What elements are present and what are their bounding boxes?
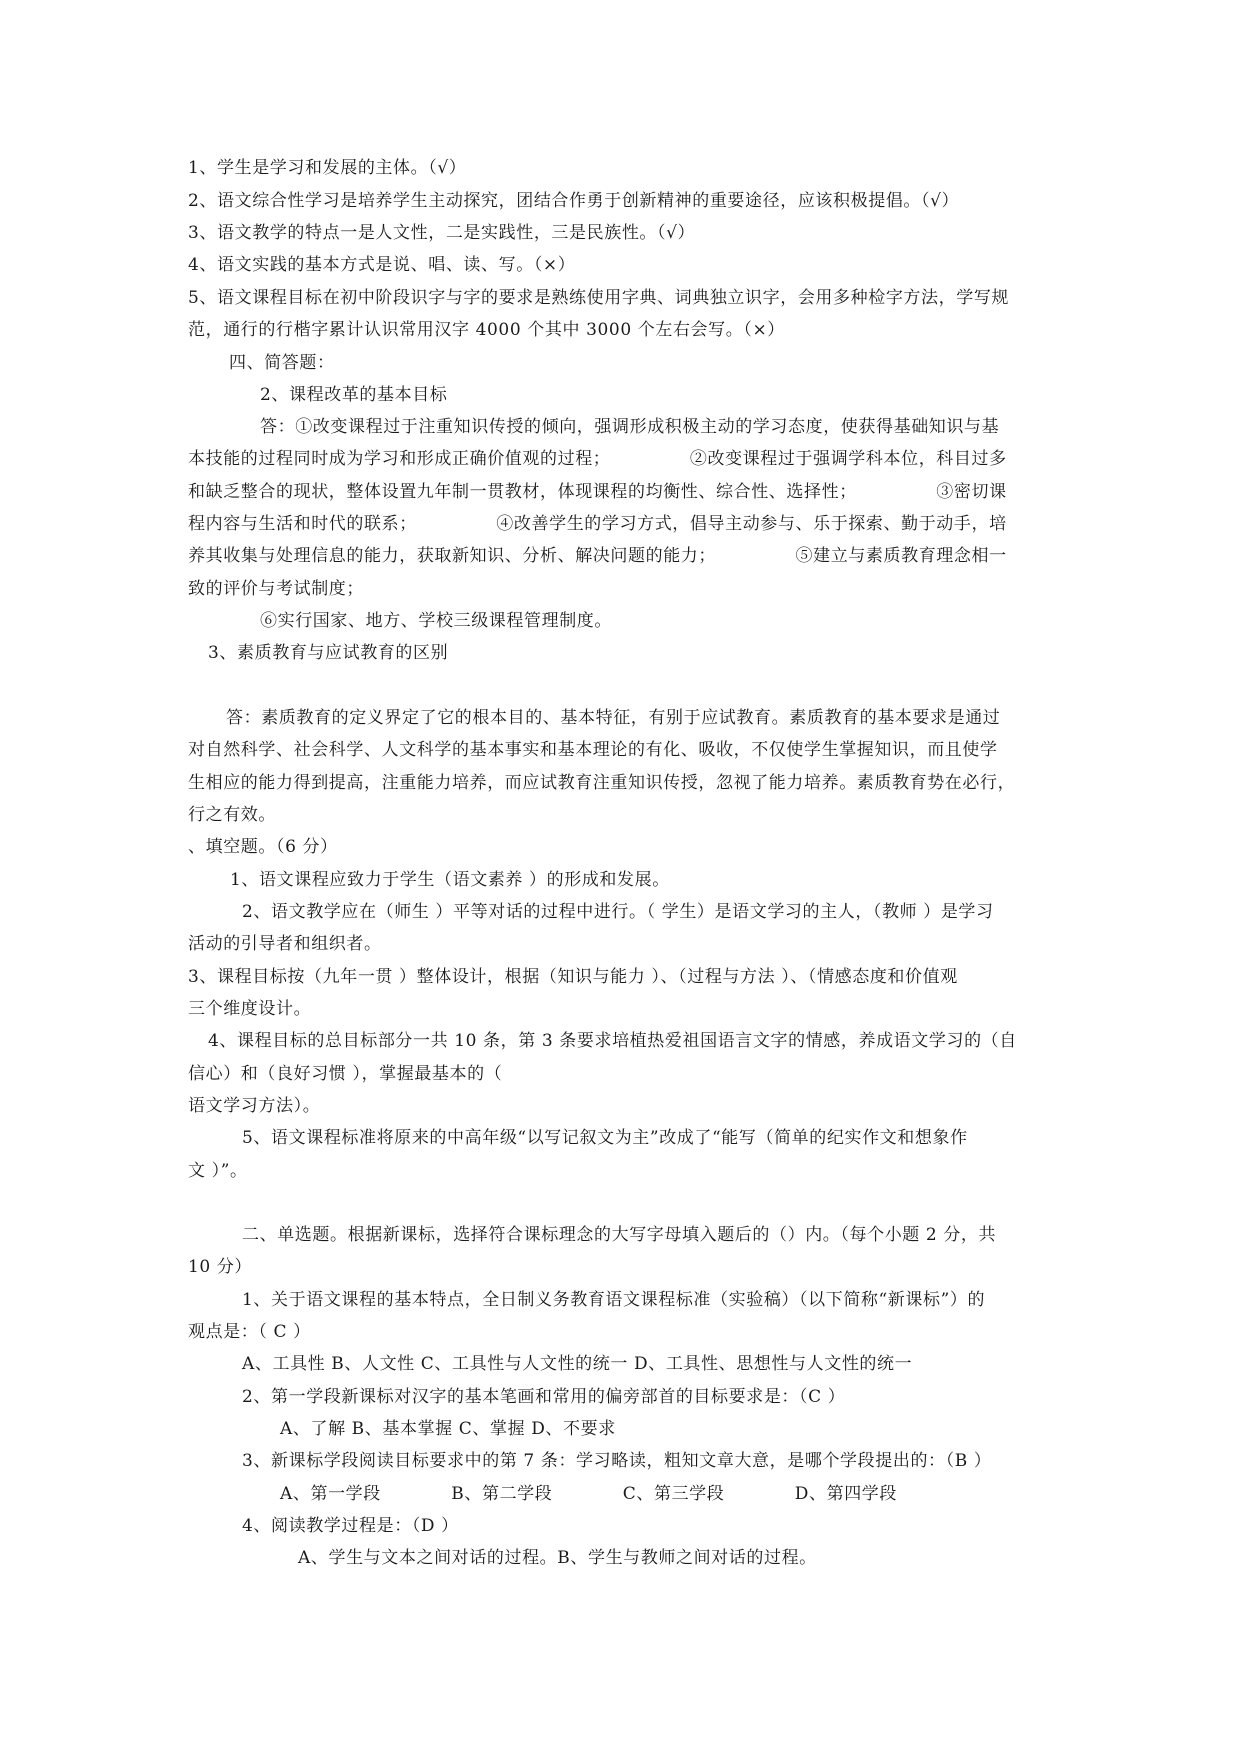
fill-item-3-line-2: 三个维度设计。	[188, 999, 312, 1019]
choice-item-4: 4、阅读教学过程是：（D ）	[242, 1516, 459, 1536]
choice-item-1-line-1: 1、关于语文课程的基本特点，全日制义务教育语文课程标准（实验稿）（以下简称“新课标”）的	[242, 1290, 986, 1310]
fill-item-2-line-1: 2、语文教学应在（师生 ）平等对话的过程中进行。（ 学生）是语文学习的主人，（教师 ）是学习	[242, 902, 994, 922]
judge-item-2: 2、语文综合性学习是培养学生主动探究，团结合作勇于创新精神的重要途径，应该积极提倡。（√）	[188, 191, 960, 211]
judge-item-5-line-2: 范，通行的行楷字累计认识常用汉字 4000 个其中 3000 个左右会写。（×）	[188, 320, 785, 340]
choice-item-3: 3、新课标学段阅读目标要求中的第 7 条：学习略读，粗知文章大意，是哪个学段提出的：（B ）	[242, 1451, 992, 1471]
choice-item-4-options: A、学生与文本之间对话的过程。B、学生与教师之间对话的过程。	[298, 1548, 817, 1568]
answer-paragraph-line: ⑥实行国家、地方、学校三级课程管理制度。	[260, 611, 612, 631]
section-heading-single-choice: 二、单选题。根据新课标，选择符合课标理念的大写字母填入题后的（）内。（每个小题 2 分，共	[242, 1225, 997, 1245]
choice-item-2: 2、第一学段新课标对汉字的基本笔画和常用的偏旁部首的目标要求是：（C ）	[242, 1387, 846, 1407]
fill-item-4-line-2: 信心）和（良好习惯 ），掌握最基本的（	[188, 1064, 503, 1084]
judge-item-1: 1、学生是学习和发展的主体。（√）	[188, 158, 467, 178]
answer-paragraph-line: 答：①改变课程过于注重知识传授的倾向，强调形成积极主动的学习态度，使获得基础知识与基	[260, 417, 1000, 437]
answer-paragraph-line: 致的评价与考试制度；	[188, 579, 364, 599]
answer-paragraph-line: 生相应的能力得到提高，注重能力培养，而应试教育注重知识传授，忽视了能力培养。素质教育势在必行，	[188, 773, 1016, 793]
answer-paragraph-line: 答：素质教育的定义界定了它的根本目的、基本特征，有别于应试教育。素质教育的基本要求是通过	[226, 708, 1001, 728]
answer-paragraph-line: 和缺乏整合的现状，整体设置九年制一贯教材，体现课程的均衡性、综合性、选择性； ③密切课	[188, 482, 1007, 502]
judge-item-3: 3、语文教学的特点一是人文性，二是实践性，三是民族性。（√）	[188, 223, 696, 243]
fill-item-1: 1、语文课程应致力于学生（语文素养 ）的形成和发展。	[230, 870, 670, 890]
judge-item-4: 4、语文实践的基本方式是说、唱、读、写。（×）	[188, 255, 576, 275]
choice-item-2-options: A、了解 B、基本掌握 C、掌握 D、不要求	[280, 1419, 616, 1439]
choice-item-1-options: A、工具性 B、人文性 C、工具性与人文性的统一 D、工具性、思想性与人文性的统一	[242, 1354, 913, 1374]
fill-item-4-line-1: 4、课程目标的总目标部分一共 10 条，第 3 条要求培植热爱祖国语言文字的情感，养成语文学习的（自	[208, 1031, 1017, 1051]
answer-paragraph-line: 行之有效。	[188, 805, 276, 825]
fill-item-3-line-1: 3、课程目标按（九年一贯 ）整体设计，根据（知识与能力 ）、（过程与方法 ）、（情感态度和价值观	[188, 967, 958, 987]
question-heading-quality-vs-exam: 3、素质教育与应试教育的区别	[208, 643, 449, 663]
fill-item-4-line-3: 语文学习方法）。	[188, 1096, 321, 1116]
section-heading-short-answer: 四、简答题：	[229, 353, 335, 373]
answer-paragraph-line: 养其收集与处理信息的能力，获取新知识、分析、解决问题的能力； ⑤建立与素质教育理念相一	[188, 546, 1007, 566]
answer-paragraph-line: 本技能的过程同时成为学习和形成正确价值观的过程； ②改变课程过于强调学科本位，科目过多	[188, 449, 1007, 469]
fill-item-2-line-2: 活动的引导者和组织者。	[188, 934, 382, 954]
question-heading-reform-goals: 2、课程改革的基本目标	[260, 385, 448, 405]
fill-item-5-line-2: 文 ）”。	[188, 1161, 248, 1181]
choice-item-3-options: A、第一学段 B、第二学段 C、第三学段 D、第四学段	[280, 1484, 898, 1504]
section-heading-fill-blank: 、填空题。（6 分）	[188, 837, 338, 857]
choice-item-1-line-2: 观点是：（ C ）	[188, 1322, 311, 1342]
judge-item-5-line-1: 5、语文课程目标在初中阶段识字与字的要求是熟练使用字典、词典独立识字，会用多种检字方法，学写规	[188, 288, 1010, 308]
answer-paragraph-line: 对自然科学、社会科学、人文科学的基本事实和基本理论的有化、吸收，不仅使学生掌握知识，而且使学	[188, 740, 998, 760]
section-heading-single-choice-cont: 10 分）	[188, 1257, 253, 1277]
fill-item-5-line-1: 5、语文课程标准将原来的中高年级“以写记叙文为主”改成了“能写（简单的纪实作文和想象作	[242, 1128, 968, 1148]
answer-paragraph-line: 程内容与生活和时代的联系； ④改善学生的学习方式，倡导主动参与、乐于探索、勤于动手，培	[188, 514, 1007, 534]
